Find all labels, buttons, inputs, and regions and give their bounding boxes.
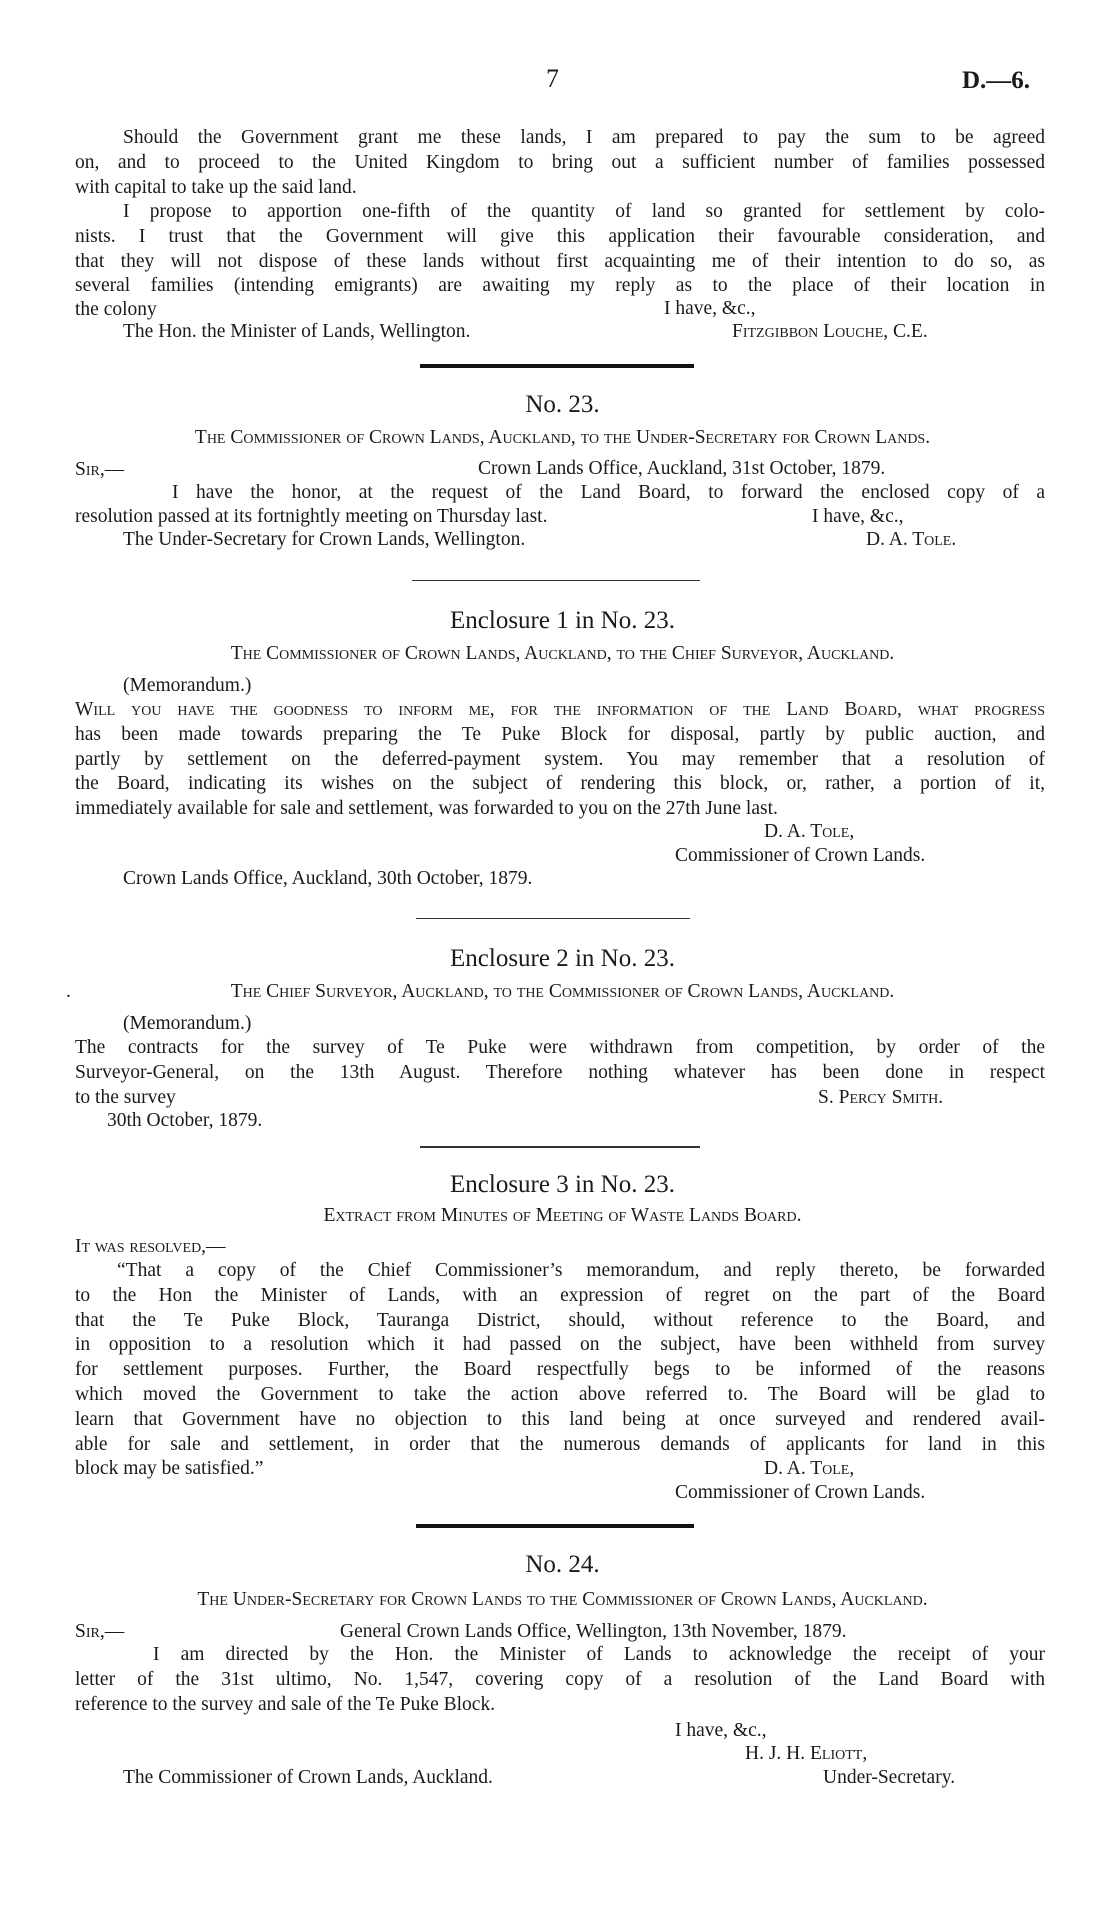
enc3-title-text: Extract from Minutes of Meeting of Waste Lands Board. [323, 1205, 802, 1226]
text-line: that the Te Puke Block, Tauranga District, should, without reference to the Board, and [75, 1309, 1045, 1331]
enc3-signature: D. A. Tole, [764, 1458, 855, 1479]
enc2-body-last-line: to the survey [75, 1087, 176, 1108]
text-line: I have the honor, at the request of the Land Board, to forward the enclosed copy of a [172, 482, 1045, 503]
louche-signature: Fitzgibbon Louche, C.E. [732, 321, 928, 342]
page-number: 7 [546, 64, 559, 93]
text-line: able for sale and settlement, in order that the numerous demands of applicants for land in this [75, 1433, 1045, 1455]
enc3-signature-title: Commissioner of Crown Lands. [675, 1482, 926, 1503]
text-line: The contracts for the survey of Te Puke were withdrawn from competition, by order of the [75, 1037, 1045, 1058]
text-line: for settlement purposes. Further, the Board respectfully begs to be informed of the reasons [75, 1359, 1045, 1381]
text-line: in opposition to a resolution which it had passed on the subject, have been withheld from survey [75, 1334, 1045, 1356]
section-rule [420, 364, 694, 368]
no24-body [75, 1643, 1045, 1693]
louche-closing: I have, &c., [664, 298, 756, 319]
enc1-heading: Enclosure 1 in No. 23. [450, 607, 675, 634]
enc2-memo: (Memorandum.) [123, 1013, 252, 1034]
louche-paragraph-2-last-line: the colony [75, 299, 157, 320]
no24-title: The Under-Secretary for Crown Lands to the Commissioner of Crown Lands, Auckland. [197, 1589, 928, 1610]
enc3-title [75, 1204, 1050, 1228]
enc1-body-last-line: immediately available for sale and settlement, was forwarded to you on the 27th June last. [75, 798, 778, 819]
text-line: on, and to proceed to the United Kingdom to bring out a sufficient number of families possessed [75, 151, 1045, 173]
text-line: letter of the 31st ultimo, No. 1,547, covering copy of a resolution of the Land Board with [75, 1668, 1045, 1690]
section-rule [412, 580, 700, 581]
enc1-body [75, 698, 1045, 797]
no23-heading: No. 23. [525, 391, 600, 418]
text-line: which moved the Government to take the action above referred to. The Board will be glad to [75, 1383, 1045, 1405]
text-line: that they will not dispose of these lands without first acquainting me of their intention to do so, as [75, 250, 1045, 272]
enc1-memo: (Memorandum.) [123, 675, 252, 696]
enc1-title: The Commissioner of Crown Lands, Auckland, to the Chief Surveyor, Auckland. [230, 643, 895, 664]
no24-heading: No. 24. [525, 1551, 600, 1578]
no24-signature-title: Under-Secretary. [823, 1767, 956, 1788]
no24-salutation: Sir,— [75, 1621, 125, 1642]
enc2-heading: Enclosure 2 in No. 23. [450, 945, 675, 972]
section-rule [416, 1524, 694, 1528]
no23-dateline: Crown Lands Office, Auckland, 31st October, 1879. [478, 458, 886, 479]
text-line: I am directed by the Hon. the Minister of Lands to acknowledge the receipt of your [153, 1644, 1045, 1665]
enc1-dateline: Crown Lands Office, Auckland, 30th October, 1879. [123, 868, 533, 889]
enc2-signature: S. Percy Smith. [818, 1087, 944, 1108]
no24-signature: H. J. H. Eliott, [745, 1743, 868, 1764]
no23-signature: D. A. Tole. [866, 529, 957, 550]
text-line: Surveyor-General, on the 13th August. Therefore nothing whatever has been done in respect [75, 1061, 1045, 1083]
no23-addressee: The Under-Secretary for Crown Lands, Wellington. [123, 529, 526, 550]
section-rule [416, 918, 690, 919]
enc1-signature-title: Commissioner of Crown Lands. [675, 845, 926, 866]
no24-dateline: General Crown Lands Office, Wellington, 13th November, 1879. [340, 1621, 847, 1642]
no24-closing: I have, &c., [675, 1720, 767, 1741]
no23-salutation: Sir,— [75, 459, 125, 480]
no24-body-last-line: reference to the survey and sale of the Te Puke Block. [75, 1694, 496, 1715]
text-line: with capital to take up the said land. [75, 176, 357, 198]
document-reference: D.—6. [962, 67, 1031, 94]
text-line: nists. I trust that the Government will give this application their favourable consideration, and [75, 225, 1045, 247]
enc2-body [75, 1036, 1045, 1086]
text-line: “That a copy of the Chief Commissioner’s memorandum, and reply thereto, be forwarded [117, 1260, 1045, 1281]
text-line: learn that Government have no objection to this land being at once surveyed and rendered avail- [75, 1408, 1045, 1430]
louche-addressee: The Hon. the Minister of Lands, Wellington. [123, 321, 471, 342]
enc3-body [75, 1259, 1045, 1457]
enc2-date: 30th October, 1879. [107, 1110, 263, 1131]
enc2-title: The Chief Surveyor, Auckland, to the Commissioner of Crown Lands, Auckland. [230, 981, 895, 1002]
enc3-body-last-line: block may be satisfied.” [75, 1458, 264, 1479]
text-line: partly by settlement on the deferred-payment system. You may remember that a resolution of [75, 748, 1045, 770]
louche-paragraph-2 [75, 200, 1045, 299]
text-line: Will you have the goodness to inform me, for the information of the Land Board, what progress [75, 699, 1045, 720]
text-line: has been made towards preparing the Te Puke Block for disposal, partly by public auction, and [75, 723, 1045, 745]
louche-paragraph-1 [75, 126, 1045, 200]
enc2-margin-mark: . [66, 981, 71, 1002]
text-line: to the Hon the Minister of Lands, with an expression of regret on the part of the Board [75, 1284, 1045, 1306]
no23-body [75, 481, 1045, 506]
enc3-intro: It was resolved,— [75, 1236, 226, 1257]
no23-title: The Commissioner of Crown Lands, Auckland, to the Under-Secretary for Crown Lands. [194, 427, 931, 448]
text-line [75, 698, 1045, 723]
text-line: I propose to apportion one-fifth of the quantity of land so granted for settlement by colo- [123, 201, 1045, 222]
enc1-signature: D. A. Tole, [764, 821, 855, 842]
text-line: several families (intending emigrants) are awaiting my reply as to the place of their location in [75, 275, 1045, 297]
enc3-heading: Enclosure 3 in No. 23. [450, 1171, 675, 1198]
text-line: Should the Government grant me these lands, I am prepared to pay the sum to be agreed [123, 127, 1045, 148]
no24-addressee: The Commissioner of Crown Lands, Auckland. [123, 1767, 493, 1788]
no23-closing: I have, &c., [812, 506, 904, 527]
section-rule [420, 1146, 700, 1148]
text-line: the Board, indicating its wishes on the subject of rendering this block, or, rather, a portion of it, [75, 773, 1045, 795]
no23-body-last-line: resolution passed at its fortnightly meeting on Thursday last. [75, 506, 548, 527]
